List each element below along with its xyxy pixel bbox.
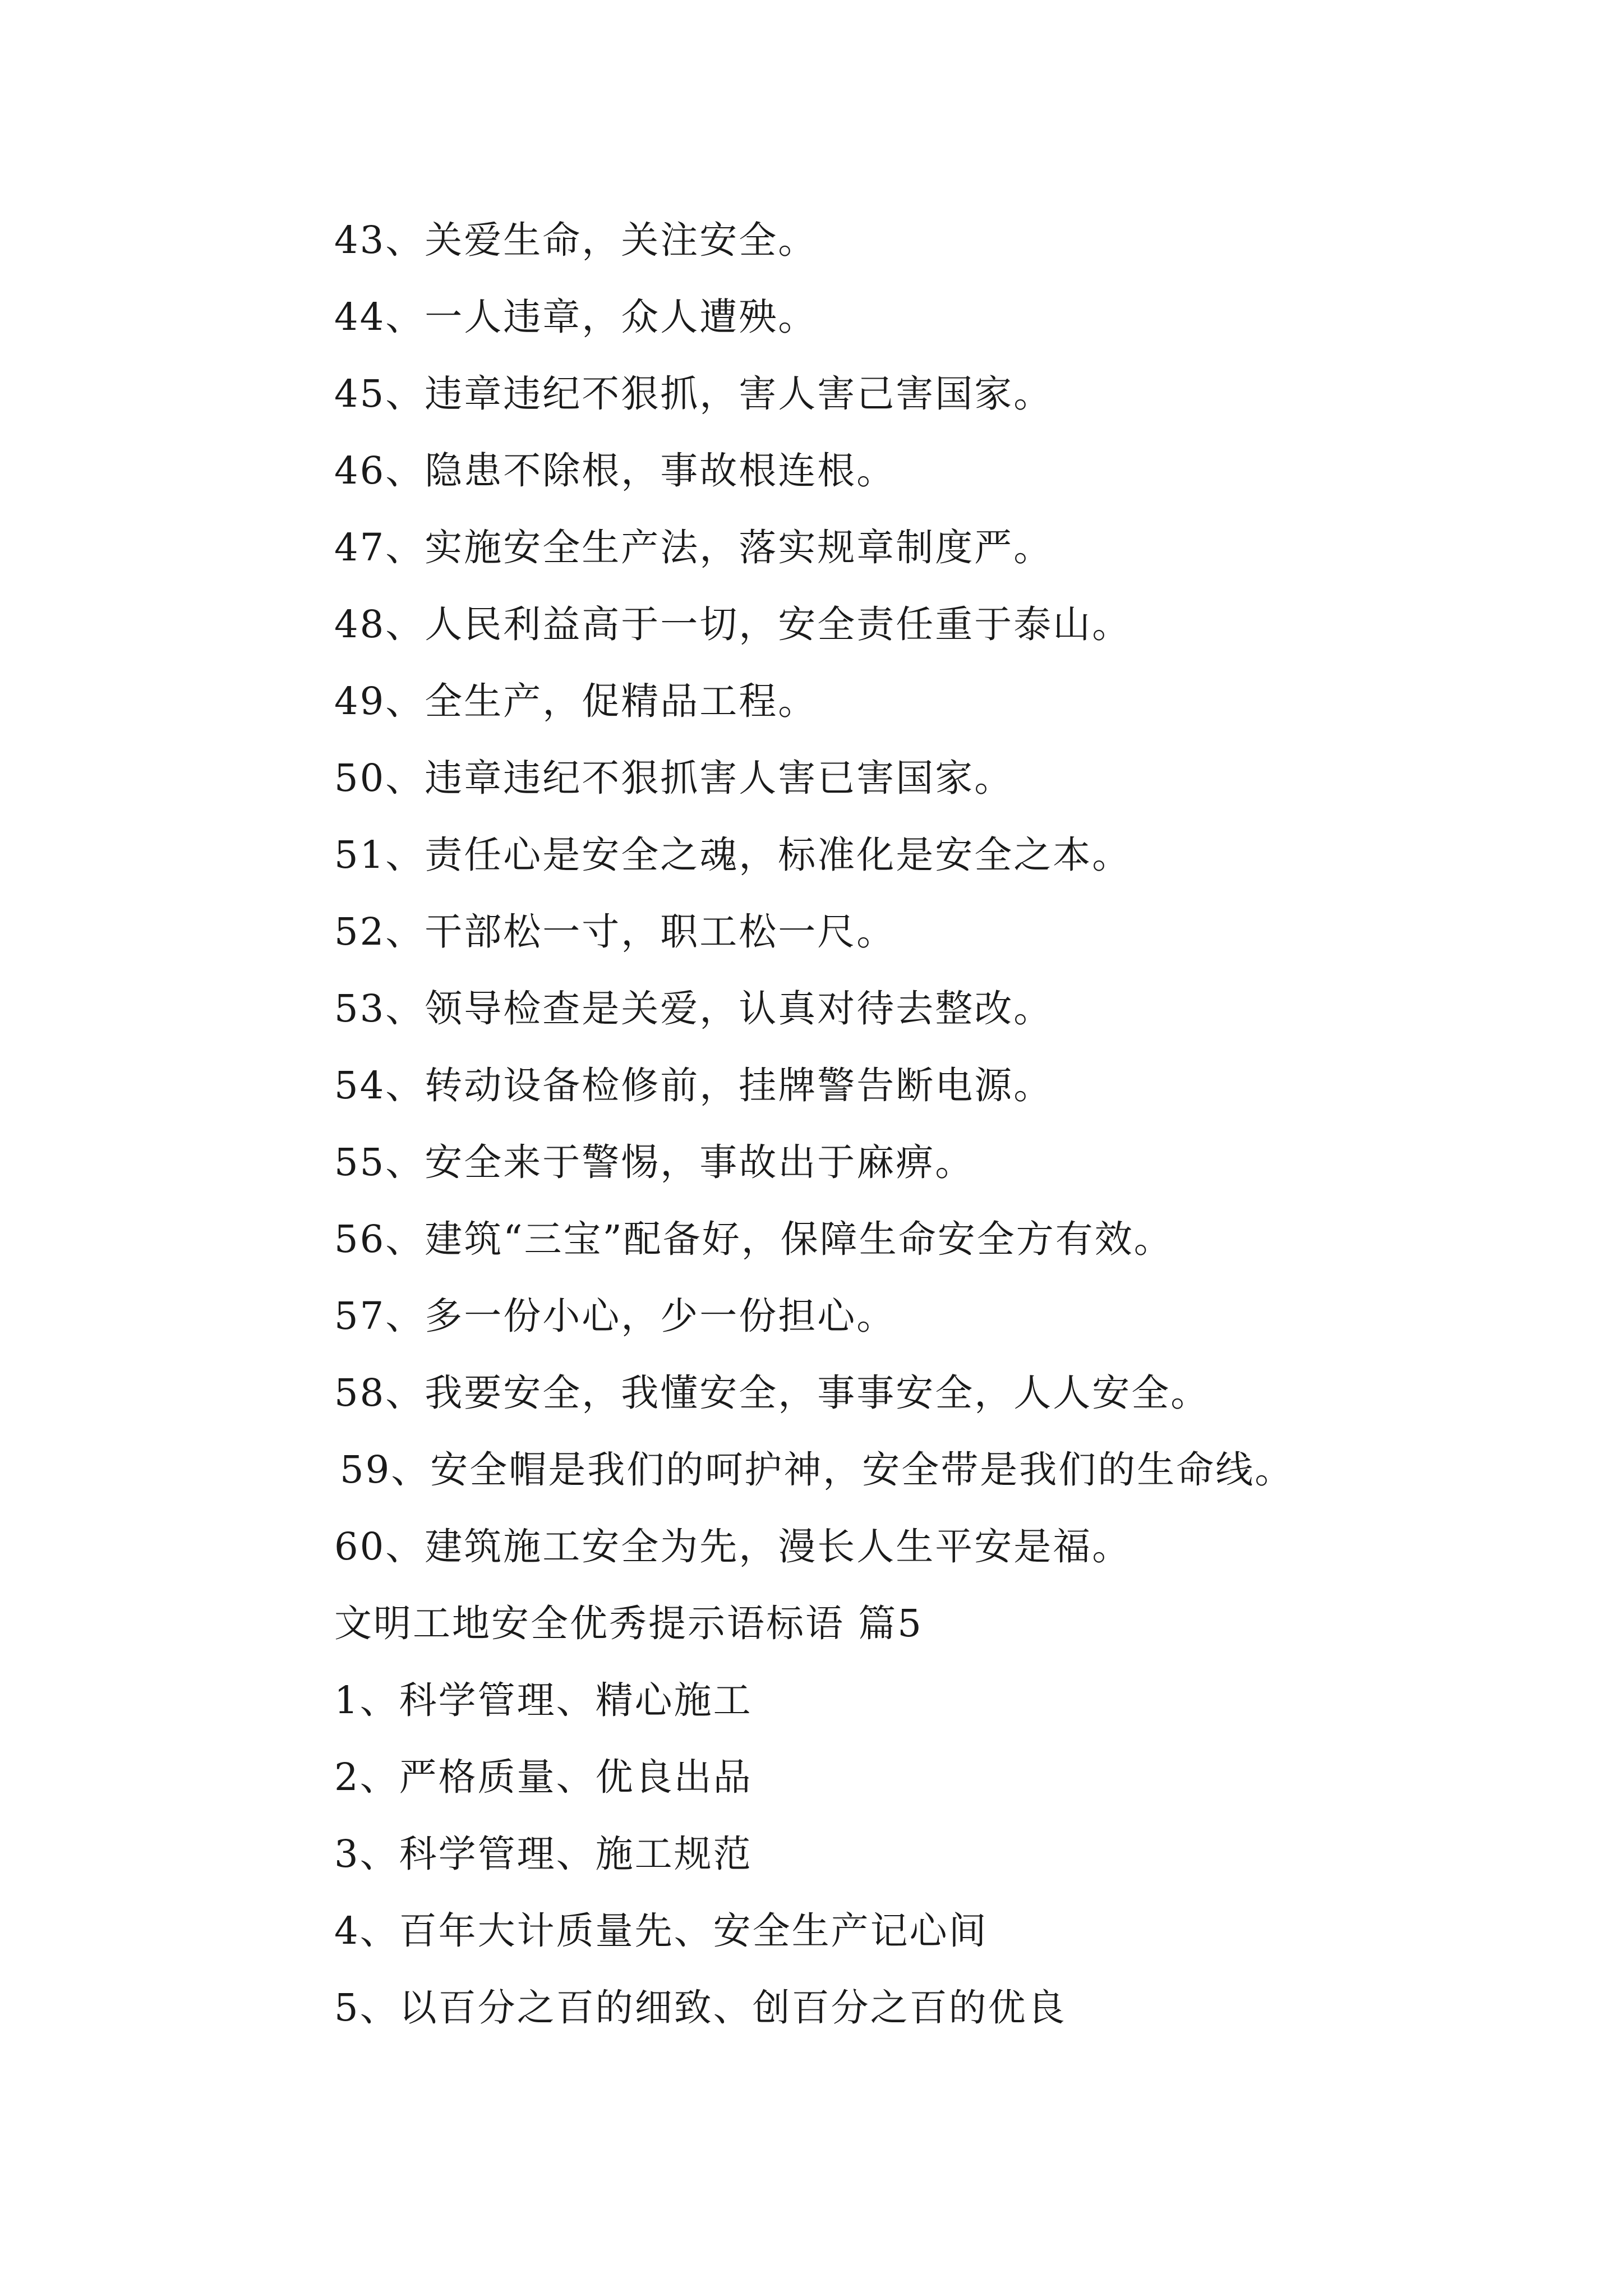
list-item: 54、转动设备检修前，挂牌警告断电源。 — [334, 1064, 1053, 1107]
list-item: 50、违章违纪不狠抓害人害已害国家。 — [334, 756, 1014, 800]
list-item: 49、全生产，促精品工程。 — [334, 679, 818, 723]
list-item: 43、关爱生命，关注安全。 — [334, 218, 818, 262]
list-item: 57、多一份小心，少一份担心。 — [334, 1294, 896, 1338]
list-item: 52、干部松一寸，职工松一尺。 — [334, 910, 896, 954]
document-body — [334, 202, 1568, 2046]
list-item: 56、建筑“三宝”配备好，保障生命安全方有效。 — [334, 1217, 1173, 1261]
list-item: 55、安全来于警惕，事故出于麻痹。 — [334, 1140, 975, 1184]
list-item: 45、违章违纪不狠抓，害人害己害国家。 — [334, 372, 1053, 416]
list-item: 44、一人违章，众人遭殃。 — [334, 295, 818, 339]
list-item: 60、建筑施工安全为先，漫长人生平安是福。 — [334, 1525, 1132, 1568]
list-item: 58、我要安全，我懂安全，事事安全，人人安全。 — [334, 1371, 1210, 1415]
list-item: 2、严格质量、优良出品 — [334, 1755, 753, 1799]
section-heading: 文明工地安全优秀提示语标语 篇5 — [334, 1602, 923, 1645]
list-item: 47、实施安全生产法，落实规章制度严。 — [334, 526, 1053, 569]
list-item: 48、人民利益高于一切，安全责任重于泰山。 — [334, 602, 1132, 646]
list-item: 51、责任心是安全之魂，标准化是安全之本。 — [334, 833, 1132, 877]
list-item: 59、安全帽是我们的呵护神，安全带是我们的生命线。 — [340, 1448, 1294, 1492]
list-item: 5、以百分之百的细致、创百分之百的优良 — [334, 1986, 1067, 2030]
list-item: 46、隐患不除根，事故根连根。 — [334, 449, 896, 493]
list-item: 53、领导检查是关爱，认真对待去整改。 — [334, 987, 1053, 1030]
list-item: 3、科学管理、施工规范 — [334, 1832, 753, 1876]
list-item: 4、百年大计质量先、安全生产记心间 — [334, 1909, 988, 1953]
list-item: 1、科学管理、精心施工 — [334, 1678, 753, 1722]
